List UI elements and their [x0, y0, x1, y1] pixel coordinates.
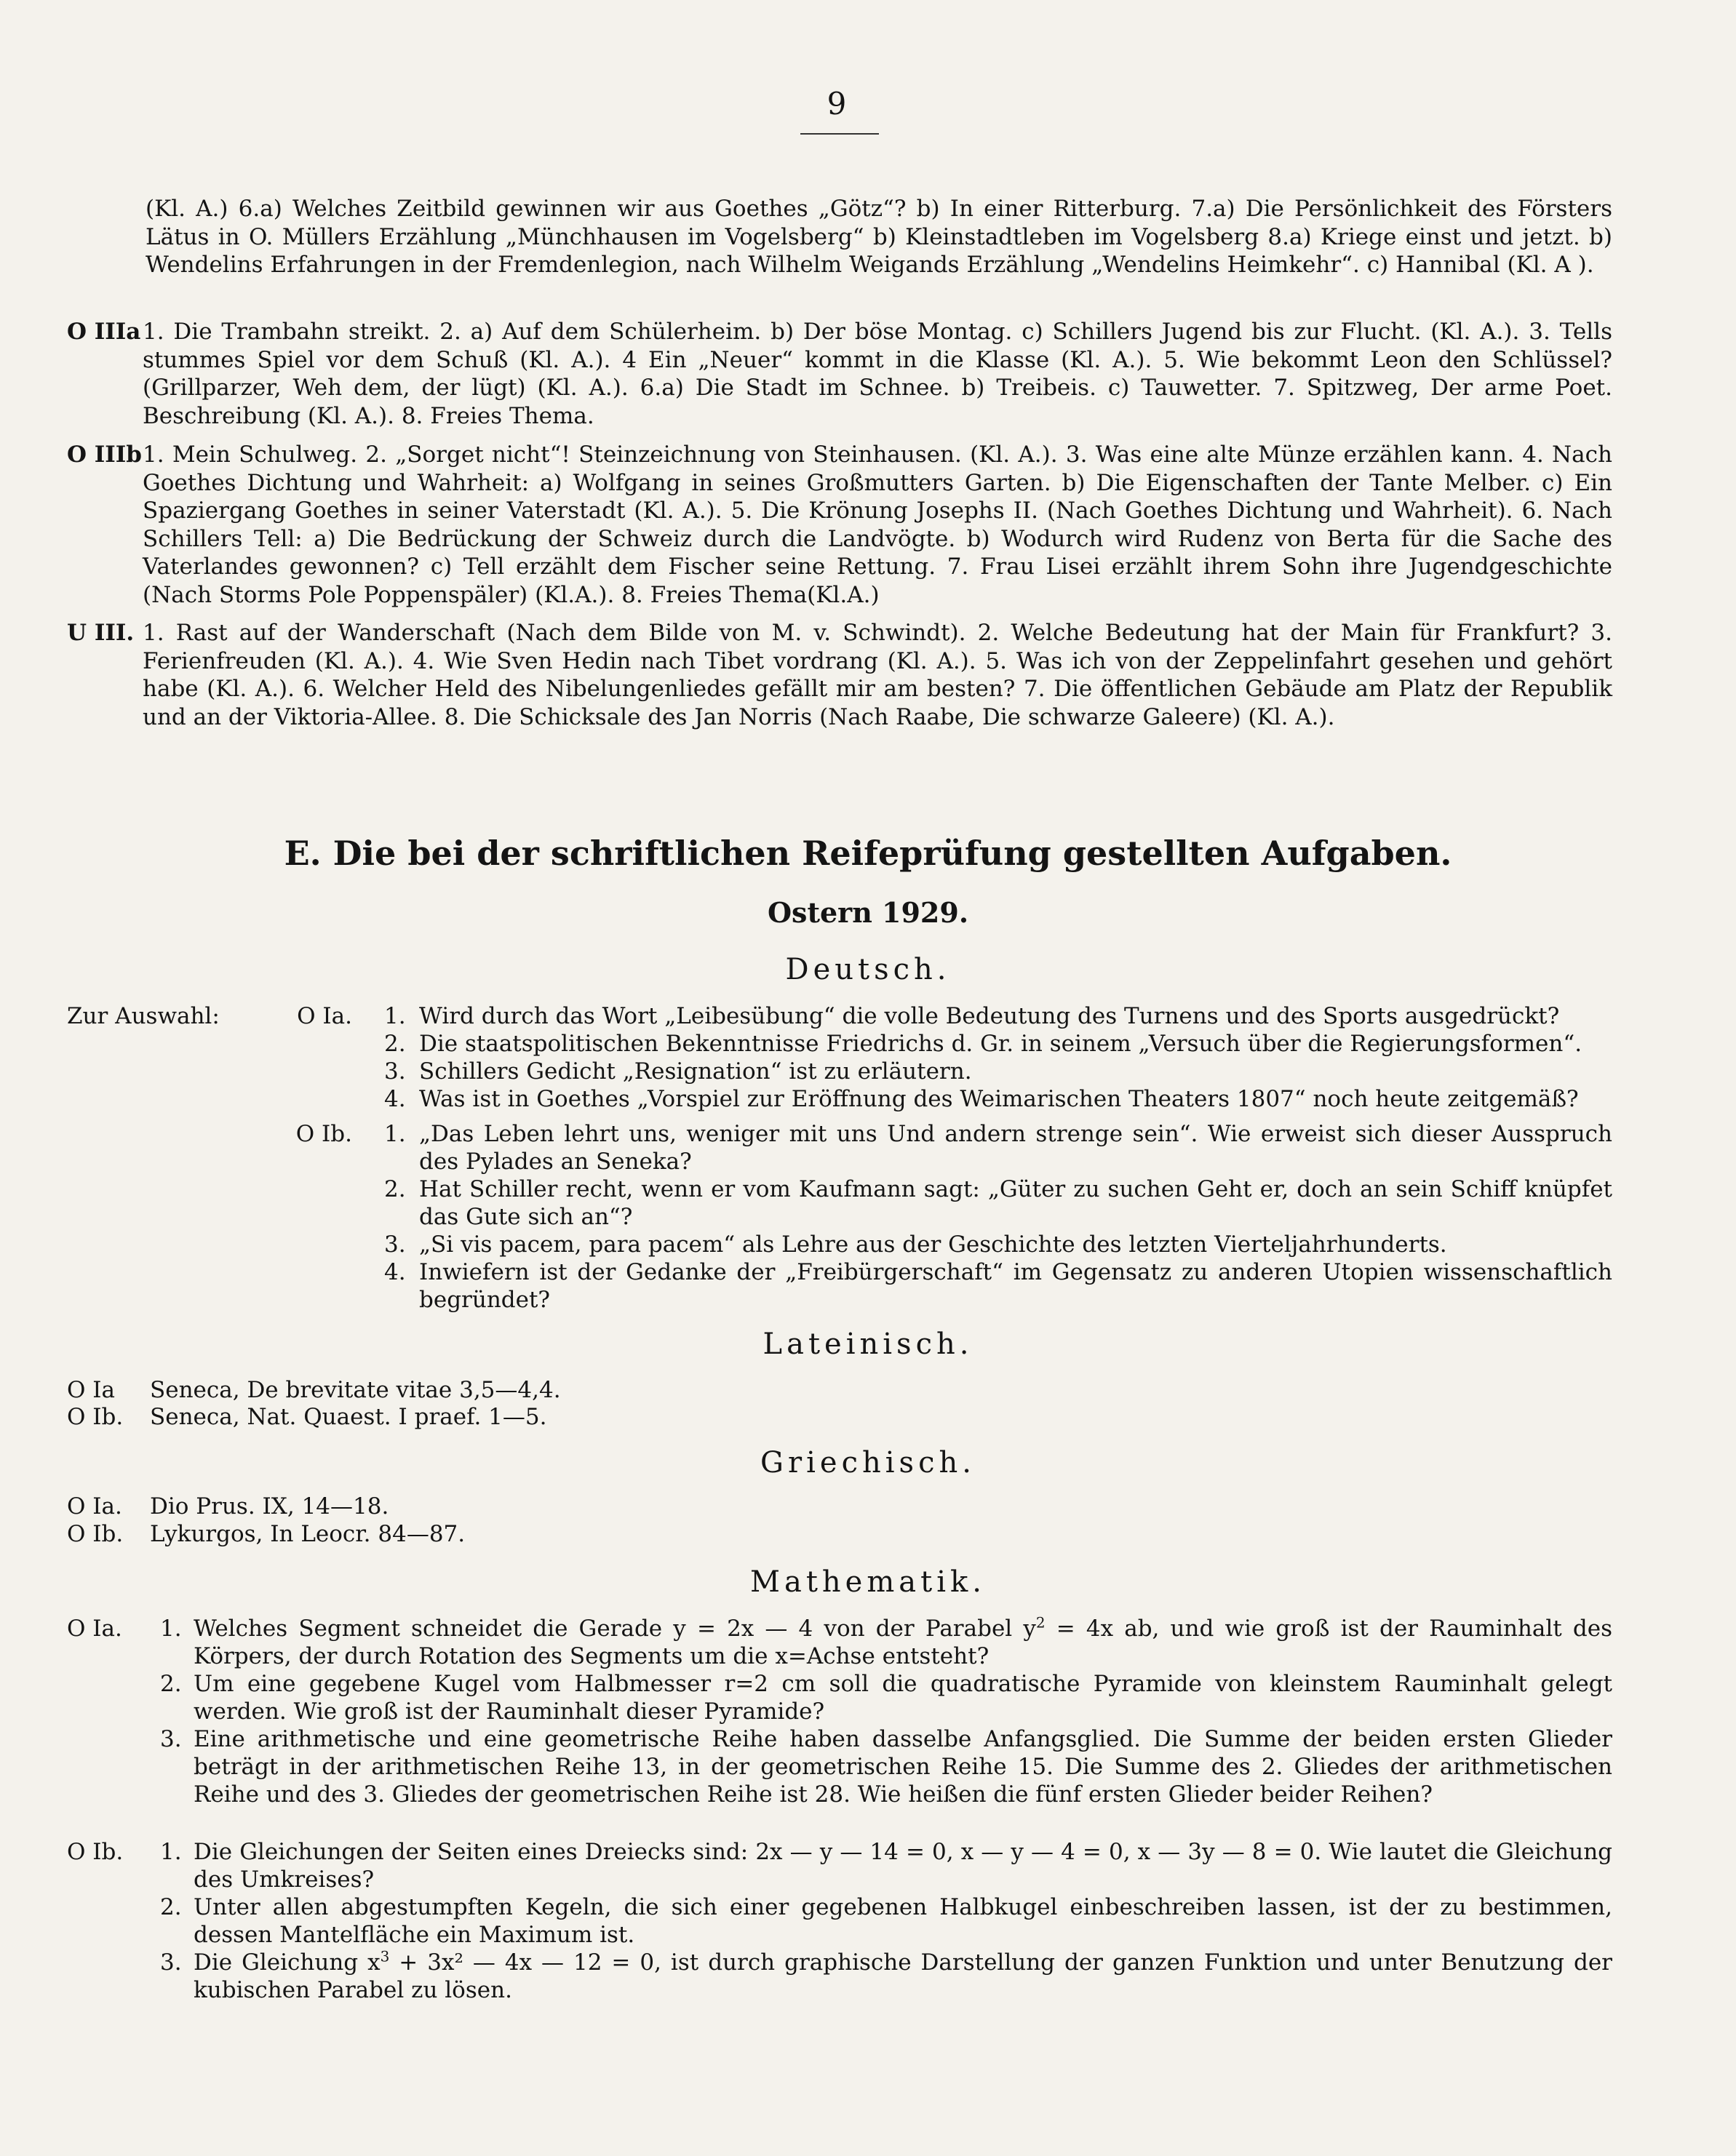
task-item: [384, 1058, 1612, 1085]
task-number: 4.: [384, 1086, 406, 1112]
task-number: 2.: [160, 1894, 182, 1920]
deutsch-group-oia: [67, 1002, 1612, 1113]
row-text: Seneca, Nat. Quaest. I praef. 1—5.: [150, 1404, 547, 1430]
row-label: O Ib.: [67, 1404, 124, 1430]
page-number: 9: [827, 86, 847, 121]
task-number: 3.: [160, 1726, 182, 1752]
group-label: O Ia.: [297, 1003, 352, 1029]
latin-row: [67, 1403, 546, 1431]
task-number: 1.: [384, 1121, 406, 1147]
task-number: 1.: [384, 1003, 406, 1029]
task-text: Um eine gegebene Kugel vom Halbmesser r=2 cm soll die quadratische Pyramide von kleinstem Rauminhalt gelegt werden. Wie groß ist der Rauminhalt dieser Pyramide?: [194, 1671, 1612, 1725]
task-number: 2.: [384, 1176, 406, 1202]
greek-row: [67, 1520, 465, 1548]
task-item: [384, 1120, 1612, 1175]
math-group-oib: [67, 1838, 1612, 2004]
deutsch-group-oib: [67, 1120, 1612, 1314]
class-text: 1. Mein Schulweg. 2. „Sorget nicht“! Steinzeichnung von Steinhausen. (Kl. A.). 3. Was eine alte Münze erzählen kann. 4. Nach Goethes Dichtung und Wahrheit: a) Wolfgang in seines Großmutters Garten. b) Die Eigenschaften der Tante Melber. c) Ein Spaziergang Goethes in seiner Vaterstadt (Kl. A.). 5. Die Krönung Josephs II. (Nach Goethes Dichtung und Wahrheit). 6. Nach Schillers Tell: a) Die Bedrückung der Schweiz durch die Landvögte. b) Wodurch wird Rudenz von Berta für die Sache des Vaterlandes gewonnen? c) Tell erzählt dem Fischer seine Rettung. 7. Frau Lisei erzählt ihrem Sohn ihre Jugendgeschichte (Nach Storms Pole Poppenspäler) (Kl.A.). 8. Freies Thema(Kl.A.): [143, 442, 1612, 608]
task-item: [160, 1949, 1612, 2004]
task-item: [384, 1002, 1612, 1030]
class-text: 1. Rast auf der Wanderschaft (Nach dem Bilde von M. v. Schwindt). 2. Welche Bedeutung hat der Main für Frankfurt? 3. Ferienfreuden (Kl. A.). 4. Wie Sven Hedin nach Tibet vordrang (Kl. A.). 5. Was ich von der Zeppelinfahrt gesehen und gehört habe (Kl. A.). 6. Welcher Held des Nibelungenliedes gefällt mir am besten? 7. Die öffentlichen Gebäude am Platz der Republik und an der Viktoria-Allee. 8. Die Schicksale des Jan Norris (Nach Raabe, Die schwarze Galeere) (Kl. A.).: [143, 620, 1612, 730]
task-item: [160, 1725, 1612, 1808]
task-number: 3.: [384, 1058, 406, 1085]
group-label: O Ib.: [67, 1839, 124, 1865]
latin-row: [67, 1376, 561, 1404]
task-text: Schillers Gedicht „Resignation“ ist zu erläutern.: [419, 1058, 972, 1085]
task-item: [160, 1670, 1612, 1725]
task-text-cont: = 4x ab, und wie groß ist der Rauminhalt des Körpers, der durch Rotation des Segments um die x=Achse entsteht?: [194, 1616, 1612, 1669]
task-text: Die Gleichungen der Seiten eines Dreiecks sind: 2x — y — 14 = 0, x — y — 4 = 0, x — 3y — 8 = 0. Wie lautet die Gleichung des Umkreises?: [194, 1839, 1612, 1893]
section-e-title: E. Die bei der schriftlichen Reifeprüfung gestellten Aufgaben.: [284, 834, 1452, 873]
class-text: 1. Die Trambahn streikt. 2. a) Auf dem Schülerheim. b) Der böse Montag. c) Schillers Jugend bis zur Flucht. (Kl. A.). 3. Tells stummes Spiel vor dem Schuß (Kl. A.). 4 Ein „Neuer“ kommt in die Klasse (Kl. A.). 5. Wie bekommt Leon den Schlüssel? (Grillparzer, Weh dem, der lügt) (Kl. A.). 6.a) Die Stadt im Schnee. b) Treibeis. c) Tauwetter. 7. Spitzweg, Der arme Poet. Beschreibung (Kl. A.). 8. Freies Thema.: [143, 319, 1612, 429]
group-label: O Ia.: [67, 1616, 122, 1642]
class-block-uiii: [67, 619, 1612, 757]
heading-deutsch: Deutsch.: [785, 953, 951, 986]
math-group-oia: [67, 1615, 1612, 1808]
task-number: 3.: [160, 1949, 182, 1976]
task-text: Eine arithmetische und eine geometrische Reihe haben dasselbe Anfangsglied. Die Summe der beiden ersten Glieder beträgt in der arithmetischen Reihe 13, in der geometrischen Reihe 15. Die Summe des 2. Gliedes der arithmetischen Reihe und des 3. Gliedes der geometrischen Reihe ist 28. Wie heißen die fünf ersten Glieder beider Reihen?: [194, 1726, 1612, 1808]
heading-mathematik: Mathematik.: [750, 1565, 986, 1599]
row-text: Dio Prus. IX, 14—18.: [150, 1493, 389, 1520]
task-text: „Das Leben lehrt uns, weniger mit uns Und andern strenge sein“. Wie erweist sich dieser Ausspruch des Pylades an Seneka?: [419, 1121, 1612, 1175]
task-text: „Si vis pacem, para pacem“ als Lehre aus der Geschichte des letzten Vierteljahrhunderts.: [419, 1231, 1447, 1258]
exponent: 3: [380, 1947, 390, 1965]
task-number: 2.: [160, 1671, 182, 1697]
row-text: Seneca, De brevitate vitae 3,5—4,4.: [150, 1377, 561, 1403]
intro-text: (Kl. A.) 6.a) Welches Zeitbild gewinnen wir aus Goethes „Götz“? b) In einer Ritterburg. 7.a) Die Persönlichkeit des Försters Lätus in O. Müllers Erzählung „Münchhausen im Vogelsberg“ b) Kleinstadtleben im Vogelsberg 8.a) Kriege einst und jetzt. b) Wendelins Erfahrungen in der Fremdenlegion, nach Wilhelm Weigands Erzählung „Wendelins Heimkehr“. c) Hannibal (Kl. A ).: [146, 196, 1612, 278]
class-label: O IIIb: [67, 442, 142, 468]
task-item: [384, 1085, 1612, 1113]
task-text: Was ist in Goethes „Vorspiel zur Eröffnung des Weimarischen Theaters 1807“ noch heute zeitgemäß?: [419, 1086, 1579, 1112]
task-item: [384, 1258, 1612, 1314]
task-item: [160, 1838, 1612, 1893]
task-item: [384, 1175, 1612, 1231]
row-label: O Ia: [67, 1377, 115, 1403]
class-label: O IIIa: [67, 319, 141, 345]
task-item: [160, 1615, 1612, 1670]
section-e-date: Ostern 1929.: [767, 896, 969, 929]
class-block-oiiib: [67, 441, 1612, 608]
task-number: 4.: [384, 1259, 406, 1285]
task-item: [384, 1030, 1612, 1058]
task-text: Inwiefern ist der Gedanke der „Freibürgerschaft“ im Gegensatz zu anderen Utopien wissenschaftlich begründet?: [419, 1259, 1612, 1313]
task-number: 1.: [160, 1839, 182, 1865]
greek-row: [67, 1493, 389, 1520]
row-label: O Ib.: [67, 1521, 124, 1547]
row-text: Lykurgos, In Leocr. 84—87.: [150, 1521, 466, 1547]
task-number: 2.: [384, 1031, 406, 1057]
row-label: O Ia.: [67, 1493, 122, 1520]
zur-auswahl-label: Zur Auswahl:: [67, 1003, 220, 1029]
page-number-rule: [800, 133, 879, 135]
task-number: 3.: [384, 1231, 406, 1258]
exponent: 2: [1035, 1613, 1046, 1632]
task-text-cont: + 3x² — 4x — 12 = 0, ist durch graphische Darstellung der ganzen Funktion und unter Benutzung der kubischen Parabel zu lösen.: [194, 1949, 1612, 2003]
task-text: Unter allen abgestumpften Kegeln, die sich einer gegebenen Halbkugel einbeschreiben lassen, ist der zu bestimmen, dessen Mantelfläche ein Maximum ist.: [194, 1894, 1612, 1948]
class-label: U III.: [67, 620, 135, 646]
task-text: Hat Schiller recht, wenn er vom Kaufmann sagt: „Güter zu suchen Geht er, doch an sein Schiff knüpfet das Gute sich an“?: [419, 1176, 1612, 1230]
task-item: [160, 1893, 1612, 1949]
class-block-oiiia: [67, 318, 1612, 434]
task-number: 1.: [160, 1616, 182, 1642]
heading-griechisch: Griechisch.: [760, 1446, 976, 1480]
task-text: Wird durch das Wort „Leibesübung“ die volle Bedeutung des Turnens und des Sports ausgedrückt?: [419, 1003, 1560, 1029]
task-text: Die Gleichung x: [194, 1949, 381, 1976]
task-text: Die staatspolitischen Bekenntnisse Friedrichs d. Gr. in seinem „Versuch über die Regierungsformen“.: [419, 1031, 1582, 1057]
task-item: [384, 1231, 1612, 1258]
heading-lateinisch: Lateinisch.: [763, 1327, 973, 1361]
task-text: Welches Segment schneidet die Gerade y = 2x — 4 von der Parabel y: [194, 1616, 1036, 1642]
group-label: O Ib.: [295, 1121, 352, 1147]
